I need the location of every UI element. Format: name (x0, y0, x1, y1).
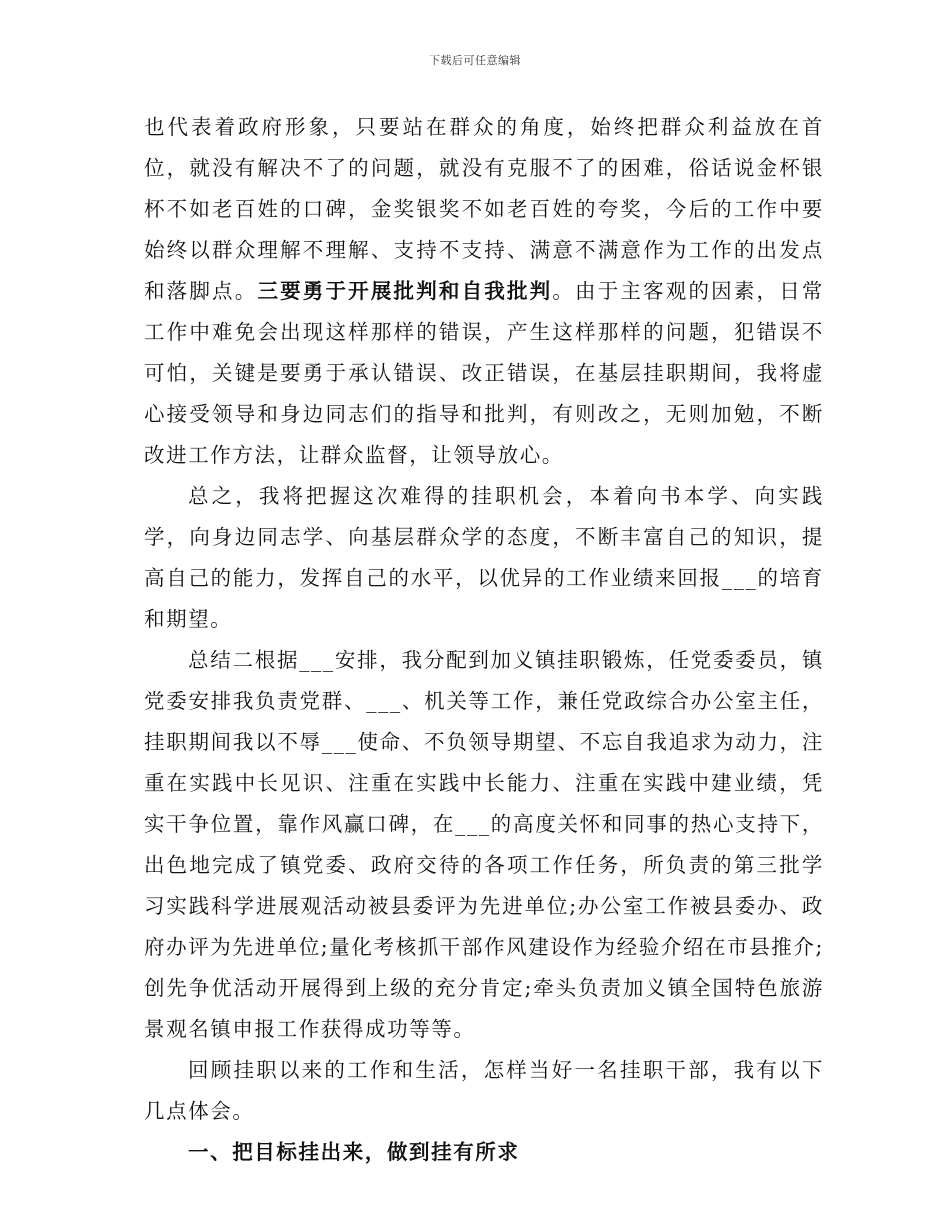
paragraph-2: 总之，我将把握这次难得的挂职机会，本着向书本学、向实践学，向身边同志学、向基层群众学的态度，不断丰富自己的知识，提高自己的能力，发挥自己的水平，以优异的工作业绩来回报___的培育和期望。 (144, 484, 824, 631)
paragraph-1-text-b: 。由于主客观的因素，日常工作中难免会出现这样那样的错误，产生这样那样的问题，犯错误不可怕，关键是要勇于承认错误、改正错误，在基层挂职期间，我将虚心接受领导和身边同志们的指导和批判，有则改之，无则加勉，不断改进工作方法，让群众监督，让领导放心。 (144, 279, 825, 467)
section-heading-1: 一、把目标挂出来，做到挂有所求 (188, 1140, 520, 1164)
document-body (144, 107, 824, 1173)
paragraph-3: 总结二根据___安排，我分配到加义镇挂职锻炼，任党委委员，镇党委安排我负责党群、___、机关等工作，兼任党政综合办公室主任，挂职期间我以不辱___使命、不负领导期望、不忘自我追求为动力，注重在实践中长见识、注重在实践中长能力、注重在实践中建业绩，凭实干争位置，靠作风赢口碑，在___的高度关怀和同事的热心支持下，出色地完成了镇党委、政府交待的各项工作任务，所负责的第三批学习实践科学进展观活动被县委评为先进单位;办公室工作被县委办、政府办评为先进单位;量化考核抓干部作风建设作为经验介绍在市县推介;创先争优活动开展得到上级的充分肯定;牵头负责加义镇全国特色旅游景观名镇申报工作获得成功等等。 (144, 648, 825, 1041)
paragraph-4: 回顾挂职以来的工作和生活，怎样当好一名挂职干部，我有以下几点体会。 (144, 1058, 824, 1123)
paragraph-1 (144, 107, 824, 476)
paragraph-1-bold-phrase: 三要勇于开展批判和自我批判 (257, 279, 553, 303)
paragraph-1-text-a: 也代表着政府形象，只要站在群众的角度，始终把群众利益放在首位，就没有解决不了的问题，就没有克服不了的困难，俗话说金杯银杯不如老百姓的口碑，金奖银奖不如老百姓的夸奖，今后的工作中要始终以群众理解不理解、支持不支持、满意不满意作为工作的出发点和落脚点。 (144, 115, 824, 303)
page-header: 下载后可任意编辑 (429, 54, 521, 67)
